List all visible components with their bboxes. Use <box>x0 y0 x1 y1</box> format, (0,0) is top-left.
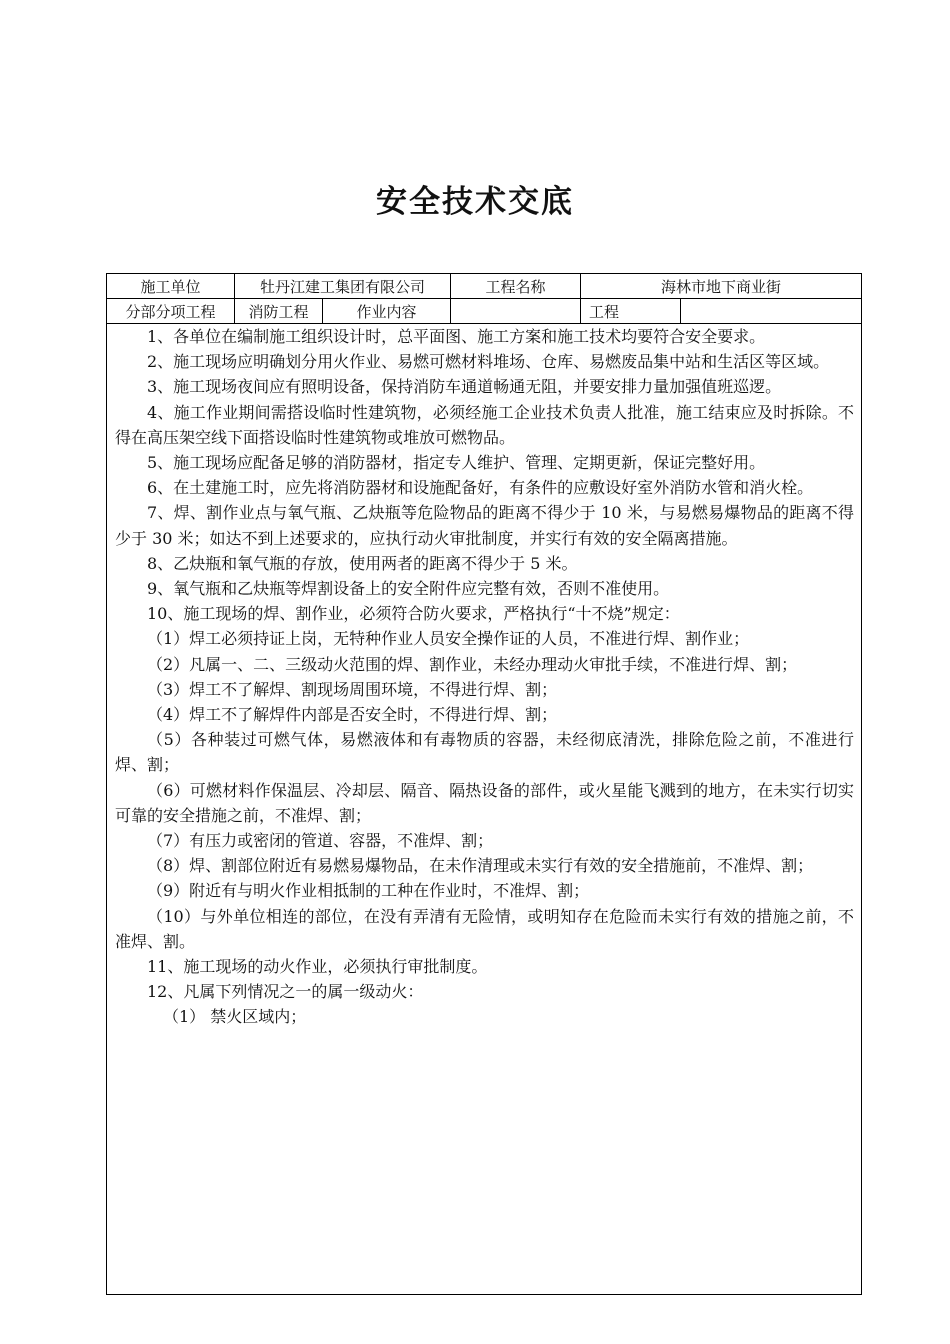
paragraph-6: 6、在土建施工时，应先将消防器材和设施配备好，有条件的应敷设好室外消防水管和消火栓。 <box>147 478 814 498</box>
sub-item-5: （5）各种装过可燃气体，易燃液体和有毒物质的容器，未经彻底清洗，排除危险之前，不准进行焊、割； <box>115 730 855 775</box>
sub-item-9: （9）附近有与明火作业相抵制的工种在作业时，不准焊、割； <box>147 881 590 901</box>
sub-item-3: （3）焊工不了解焊、割现场周围环境，不得进行焊、割； <box>147 679 558 699</box>
sub-item-4: （4）焊工不了解焊件内部是否安全时，不得进行焊、割； <box>147 705 558 725</box>
paragraph-12: 12、凡属下列情况之一的属一级动火： <box>147 982 424 1002</box>
project-value <box>681 299 862 324</box>
construction-unit-label: 施工单位 <box>107 274 235 299</box>
paragraph-8: 8、乙炔瓶和氧气瓶的存放，使用两者的距离不得少于 5 米。 <box>147 553 578 573</box>
paragraph-2: 2、施工现场应明确划分用火作业、易燃可燃材料堆场、仓库、易燃废品集中站和生活区等区域。 <box>147 352 830 372</box>
division-value: 消防工程 <box>235 299 323 324</box>
project-label: 工程 <box>581 299 681 324</box>
content-row <box>107 324 862 1295</box>
sub-item-1: （1）焊工必须持证上岗，无特种作业人员安全操作证的人员，不准进行焊、割作业； <box>147 629 750 649</box>
sub-item-10: （10）与外单位相连的部位，在没有弄清有无险情，或明知存在危险而未实行有效的措施之前，不准焊、割。 <box>115 906 855 951</box>
division-label: 分部分项工程 <box>107 299 235 324</box>
sub-item-7: （7）有压力或密闭的管道、容器，不准焊、割； <box>147 831 494 851</box>
header-row-1 <box>107 274 862 299</box>
level-1-item-1: （1） 禁火区域内； <box>163 1007 307 1027</box>
header-row-2 <box>107 299 862 324</box>
work-content-label: 作业内容 <box>323 299 451 324</box>
paragraph-1: 1、各单位在编制施工组织设计时，总平面图、施工方案和施工技术均要符合安全要求。 <box>147 327 766 346</box>
paragraph-3: 3、施工现场夜间应有照明设备，保持消防车通道畅通无阻，并要安排力量加强值班巡逻。 <box>147 377 782 397</box>
paragraph-9: 9、氧气瓶和乙炔瓶等焊割设备上的安全附件应完整有效，否则不准使用。 <box>147 579 670 599</box>
sub-item-8: （8）焊、割部位附近有易燃易爆物品，在未作清理或未实行有效的安全措施前，不准焊、割； <box>147 856 814 876</box>
project-name-value: 海林市地下商业街 <box>581 274 862 299</box>
page-title: 安全技术交底 <box>376 184 574 220</box>
safety-briefing-table <box>106 273 862 1295</box>
sub-item-6: （6）可燃材料作保温层、冷却层、隔音、隔热设备的部件，或火星能飞溅到的地方，在未实行切实可靠的安全措施之前，不准焊、割； <box>115 780 855 825</box>
paragraph-11: 11、施工现场的动火作业，必须执行审批制度。 <box>147 957 488 977</box>
content-cell <box>107 324 862 1295</box>
paragraph-7: 7、焊、割作业点与氧气瓶、乙炔瓶等危险物品的距离不得少于 10 米，与易燃易爆物品的距离不得少于 30 米；如达不到上述要求的，应执行动火审批制度，并实行有效的安全隔离措施。 <box>115 503 855 548</box>
work-content-value <box>451 299 581 324</box>
sub-item-2: （2）凡属一、二、三级动火范围的焊、割作业，未经办理动火审批手续，不准进行焊、割； <box>147 654 798 674</box>
paragraph-5: 5、施工现场应配备足够的消防器材，指定专人维护、管理、定期更新，保证完整好用。 <box>147 453 766 473</box>
construction-unit-value: 牡丹江建工集团有限公司 <box>235 274 451 299</box>
paragraph-10: 10、施工现场的焊、割作业，必须符合防火要求，严格执行“十不烧”规定： <box>147 604 680 624</box>
paragraph-4: 4、施工作业期间需搭设临时性建筑物，必须经施工企业技术负责人批准，施工结束应及时拆除。不得在高压架空线下面搭设临时性建筑物或堆放可燃物品。 <box>115 402 855 447</box>
project-name-label: 工程名称 <box>451 274 581 299</box>
